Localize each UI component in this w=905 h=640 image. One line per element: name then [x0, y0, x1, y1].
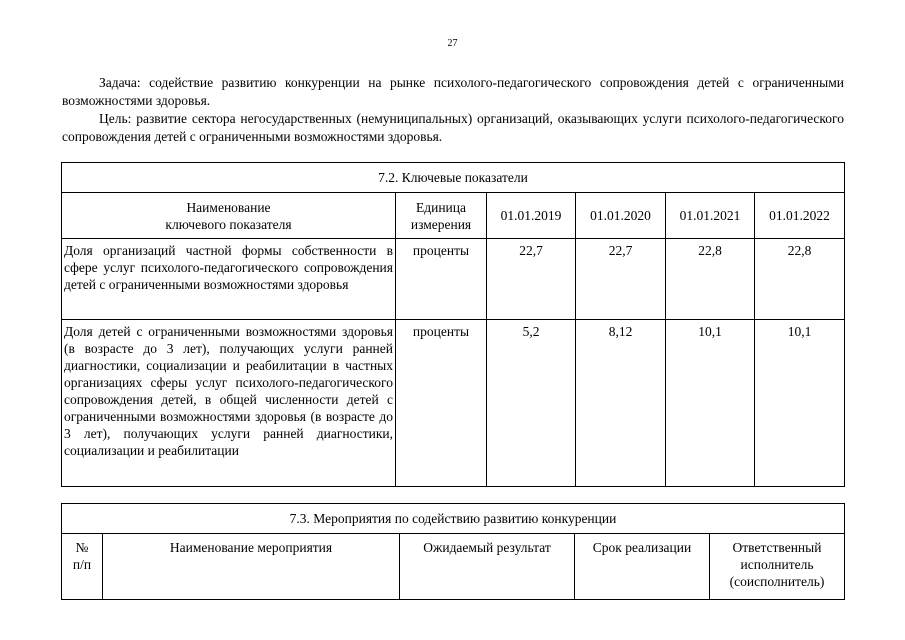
header-responsible-line1: Ответственный: [732, 540, 822, 555]
indicator-value-2021: 10,1: [666, 320, 755, 487]
header-responsible-line3: (соисполнитель): [729, 574, 825, 589]
table-row: [62, 239, 845, 320]
indicator-unit: проценты: [396, 239, 487, 320]
indicator-value-2021: 22,8: [666, 239, 755, 320]
indicator-value-2022: 22,8: [755, 239, 845, 320]
header-unit-line2: измерения: [410, 216, 472, 232]
indicator-value-2020: 22,7: [576, 239, 666, 320]
header-expected-result: Ожидаемый результат: [400, 534, 575, 600]
header-date-2020: 01.01.2020: [576, 193, 666, 239]
indicator-unit: проценты: [396, 320, 487, 487]
key-indicators-table: [61, 162, 845, 487]
key-indicators-title: 7.2. Ключевые показатели: [62, 163, 845, 193]
header-number-line2: п/п: [72, 557, 92, 572]
intro-text: [62, 74, 844, 146]
header-indicator-name: [62, 193, 396, 239]
header-responsible: [710, 534, 845, 600]
header-unit: [396, 193, 487, 239]
indicator-value-2020: 8,12: [576, 320, 666, 487]
header-number-line1: №: [75, 540, 89, 555]
header-date-2021: 01.01.2021: [666, 193, 755, 239]
indicator-value-2019: 5,2: [487, 320, 576, 487]
header-indicator-name-line1: Наименование: [186, 199, 271, 215]
header-responsible-line2: исполнитель: [740, 557, 814, 572]
indicator-value-2022: 10,1: [755, 320, 845, 487]
header-term: Срок реализации: [575, 534, 710, 600]
header-indicator-name-line2: ключевого показателя: [165, 216, 292, 232]
page-number: 27: [447, 38, 458, 49]
indicator-value-2019: 22,7: [487, 239, 576, 320]
measures-table: [61, 503, 845, 600]
header-measure-name: Наименование мероприятия: [103, 534, 400, 600]
goal-paragraph: Цель: развитие сектора негосударственных (немуниципальных) организаций, оказывающих услуги психолого-педагогического сопровождения детей с ограниченными возможностями здоровья.: [62, 111, 844, 144]
header-unit-line1: Единица: [415, 199, 466, 215]
indicator-name: Доля организаций частной формы собственности в сфере услуг психолого-педагогического сопровождения детей с ограниченными возможностями здоровья: [62, 239, 396, 320]
header-date-2019: 01.01.2019: [487, 193, 576, 239]
indicator-name: Доля детей с ограниченными возможностями здоровья (в возрасте до 3 лет), получающих услуги ранней диагностики, социализации и реабилитации в частных организациях сферы услуг психолого-педагогического сопровождения детей, в общей численности детей с ограниченными возможностями здоровья (в возрасте до 3 лет), получающих услуги ранней диагностики, социализации и реабилитации: [62, 320, 396, 487]
task-paragraph: Задача: содействие развитию конкуренции на рынке психолого-педагогического сопровождения детей с ограниченными возможностями здоровья.: [62, 75, 844, 108]
table-row: [62, 320, 845, 487]
header-number: [62, 534, 103, 600]
header-date-2022: 01.01.2022: [755, 193, 845, 239]
measures-title: 7.3. Мероприятия по содействию развитию конкуренции: [62, 504, 845, 534]
